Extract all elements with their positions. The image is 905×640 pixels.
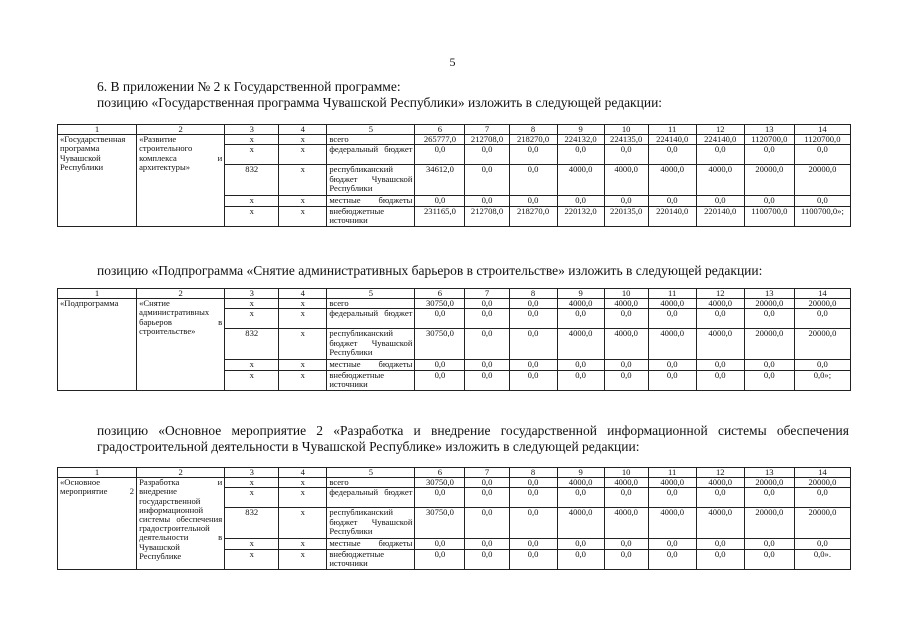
column-number: 9: [557, 289, 604, 299]
amount-cell: 0,0: [509, 309, 557, 329]
column-number: 5: [327, 289, 415, 299]
amount-cell: 0,0: [648, 549, 696, 569]
column-number: 5: [327, 468, 415, 478]
amount-cell: 20000,0: [744, 508, 794, 539]
amount-cell: 0,0: [696, 145, 744, 165]
section-cell: x: [279, 370, 327, 390]
amount-cell: 4000,0: [557, 165, 604, 196]
amount-cell: 0,0: [465, 539, 509, 549]
amount-cell: 220140,0: [648, 206, 696, 226]
code-cell: x: [225, 478, 279, 488]
amount-cell: 0,0: [648, 145, 696, 165]
amount-cell: 4000,0: [604, 508, 648, 539]
funding-source-cell: всего: [327, 299, 415, 309]
code-cell: x: [225, 370, 279, 390]
code-cell: x: [225, 360, 279, 370]
amount-cell: 0,0: [509, 549, 557, 569]
funding-source-cell: федеральный бюджет: [327, 488, 415, 508]
funding-table-state-program: [57, 124, 851, 227]
amount-cell: 30750,0: [415, 478, 465, 488]
column-number: 5: [327, 125, 415, 135]
amount-cell: 0,0: [604, 488, 648, 508]
column-number: 11: [648, 468, 696, 478]
amount-cell: 0,0: [415, 196, 465, 206]
code-cell: 832: [225, 165, 279, 196]
amount-cell: 0,0: [415, 360, 465, 370]
column-number: 2: [137, 468, 225, 478]
funding-source-cell: всего: [327, 478, 415, 488]
amount-cell: 30750,0: [415, 299, 465, 309]
column-number: 8: [509, 289, 557, 299]
amount-cell: 0,0: [465, 360, 509, 370]
amount-cell: 4000,0: [696, 329, 744, 360]
section-cell: x: [279, 309, 327, 329]
column-number: 11: [648, 289, 696, 299]
program-name-cell: «Подпрограмма: [58, 299, 137, 390]
amount-cell: 30750,0: [415, 329, 465, 360]
amount-cell: 1100700,0»;: [794, 206, 850, 226]
column-number: 10: [604, 125, 648, 135]
amount-cell: 0,0: [465, 549, 509, 569]
amount-cell: 224140,0: [696, 135, 744, 145]
funding-source-cell: всего: [327, 135, 415, 145]
amount-cell: 0,0: [509, 508, 557, 539]
amount-cell: 0,0: [557, 539, 604, 549]
paragraph-subprogram: позицию «Подпрограмма «Снятие административных барьеров в строительстве» изложить в следующей редакции:: [97, 263, 763, 278]
code-cell: x: [225, 206, 279, 226]
amount-cell: 20000,0: [744, 478, 794, 488]
amount-cell: 4000,0: [604, 478, 648, 488]
funding-source-cell: федеральный бюджет: [327, 309, 415, 329]
amount-cell: 0,0: [509, 329, 557, 360]
column-number: 6: [415, 468, 465, 478]
column-number: 11: [648, 125, 696, 135]
page-number: 5: [449, 55, 456, 69]
funding-source-cell: внебюджетные источники: [327, 549, 415, 569]
column-number: 4: [279, 289, 327, 299]
amount-cell: 0,0: [744, 539, 794, 549]
section-cell: x: [279, 488, 327, 508]
amount-cell: 212708,0: [465, 135, 509, 145]
amount-cell: 0,0: [465, 145, 509, 165]
amount-cell: 34612,0: [415, 165, 465, 196]
amount-cell: 4000,0: [648, 165, 696, 196]
amount-cell: 20000,0: [794, 165, 850, 196]
amount-cell: 30750,0: [415, 508, 465, 539]
section-cell: x: [279, 478, 327, 488]
amount-cell: 0,0: [648, 488, 696, 508]
table-row: [58, 135, 851, 145]
paragraph-state-program: позицию «Государственная программа Чувашской Республики» изложить в следующей редакции:: [97, 95, 663, 110]
column-number: 3: [225, 289, 279, 299]
amount-cell: 0,0: [509, 299, 557, 309]
column-number: 12: [696, 125, 744, 135]
amount-cell: 0,0: [794, 539, 850, 549]
amount-cell: 0,0: [415, 549, 465, 569]
amount-cell: 0,0: [415, 309, 465, 329]
amount-cell: 4000,0: [696, 478, 744, 488]
column-number: 7: [465, 125, 509, 135]
amount-cell: 4000,0: [557, 299, 604, 309]
amount-cell: 0,0: [744, 488, 794, 508]
amount-cell: 0,0: [415, 539, 465, 549]
section-cell: x: [279, 135, 327, 145]
amount-cell: 0,0: [557, 488, 604, 508]
responsible-cell: Разработка и внедрение государственной информационной системы обеспечения градостроительной деятельности в Чувашской Республике: [137, 478, 225, 569]
amount-cell: 220132,0: [557, 206, 604, 226]
amount-cell: 0,0».: [794, 549, 850, 569]
column-number: 6: [415, 289, 465, 299]
amount-cell: 1100700,0: [744, 206, 794, 226]
amount-cell: 4000,0: [648, 329, 696, 360]
table-header-row: [58, 468, 851, 478]
amount-cell: 220140,0: [696, 206, 744, 226]
column-number: 14: [794, 468, 850, 478]
column-number: 3: [225, 468, 279, 478]
amount-cell: 0,0: [509, 488, 557, 508]
amount-cell: 0,0: [604, 549, 648, 569]
responsible-cell: «Снятие административных барьеров в строительстве»: [137, 299, 225, 390]
amount-cell: 0,0: [648, 309, 696, 329]
funding-source-cell: республиканский бюджет Чувашской Республики: [327, 329, 415, 360]
column-number: 10: [604, 468, 648, 478]
amount-cell: 0,0: [648, 360, 696, 370]
amount-cell: 4000,0: [648, 299, 696, 309]
amount-cell: 0,0: [794, 196, 850, 206]
code-cell: x: [225, 539, 279, 549]
code-cell: x: [225, 488, 279, 508]
amount-cell: 0,0: [794, 488, 850, 508]
amount-cell: 0,0: [509, 370, 557, 390]
section-cell: x: [279, 206, 327, 226]
table-header-row: [58, 289, 851, 299]
column-number: 14: [794, 125, 850, 135]
column-number: 13: [744, 468, 794, 478]
section-cell: x: [279, 299, 327, 309]
amount-cell: 4000,0: [648, 508, 696, 539]
column-number: 1: [58, 125, 137, 135]
amount-cell: 0,0: [465, 165, 509, 196]
funding-source-cell: республиканский бюджет Чувашской Республики: [327, 508, 415, 539]
column-number: 2: [137, 125, 225, 135]
amount-cell: 0,0: [648, 539, 696, 549]
amount-cell: 0,0»;: [794, 370, 850, 390]
amount-cell: 0,0: [465, 329, 509, 360]
amount-cell: 4000,0: [696, 165, 744, 196]
amount-cell: 4000,0: [604, 299, 648, 309]
section-cell: x: [279, 539, 327, 549]
table-header-row: [58, 125, 851, 135]
funding-source-cell: местные бюджеты: [327, 539, 415, 549]
amount-cell: 0,0: [696, 309, 744, 329]
paragraph-item-6: 6. В приложении № 2 к Государственной программе:: [97, 79, 401, 94]
funding-source-cell: федеральный бюджет: [327, 145, 415, 165]
amount-cell: 20000,0: [744, 165, 794, 196]
amount-cell: 0,0: [794, 360, 850, 370]
funding-source-cell: местные бюджеты: [327, 196, 415, 206]
column-number: 7: [465, 289, 509, 299]
amount-cell: 0,0: [557, 360, 604, 370]
amount-cell: 0,0: [465, 309, 509, 329]
code-cell: x: [225, 299, 279, 309]
column-number: 4: [279, 468, 327, 478]
program-name-cell: «Государственная программа Чувашской Республики: [58, 135, 137, 226]
amount-cell: 0,0: [794, 145, 850, 165]
section-cell: x: [279, 360, 327, 370]
amount-cell: 0,0: [557, 370, 604, 390]
amount-cell: 0,0: [557, 145, 604, 165]
amount-cell: 0,0: [696, 196, 744, 206]
column-number: 8: [509, 468, 557, 478]
amount-cell: 0,0: [696, 539, 744, 549]
amount-cell: 0,0: [415, 370, 465, 390]
amount-cell: 0,0: [604, 145, 648, 165]
amount-cell: 20000,0: [794, 299, 850, 309]
amount-cell: 4000,0: [696, 299, 744, 309]
table-row: [58, 299, 851, 309]
program-name-cell: «Основное мероприятие 2: [58, 478, 137, 569]
amount-cell: 224132,0: [557, 135, 604, 145]
amount-cell: 4000,0: [648, 478, 696, 488]
funding-table-subprogram: [57, 288, 851, 391]
column-number: 1: [58, 289, 137, 299]
column-number: 6: [415, 125, 465, 135]
amount-cell: 0,0: [744, 360, 794, 370]
amount-cell: 0,0: [557, 549, 604, 569]
amount-cell: 20000,0: [744, 329, 794, 360]
column-number: 4: [279, 125, 327, 135]
amount-cell: 0,0: [509, 478, 557, 488]
amount-cell: 20000,0: [794, 508, 850, 539]
code-cell: x: [225, 196, 279, 206]
amount-cell: 0,0: [509, 165, 557, 196]
amount-cell: 4000,0: [557, 508, 604, 539]
section-cell: x: [279, 549, 327, 569]
section-cell: x: [279, 508, 327, 539]
amount-cell: 0,0: [696, 370, 744, 390]
funding-source-cell: местные бюджеты: [327, 360, 415, 370]
amount-cell: 1120700,0: [794, 135, 850, 145]
amount-cell: 0,0: [465, 196, 509, 206]
column-number: 13: [744, 289, 794, 299]
column-number: 7: [465, 468, 509, 478]
amount-cell: 265777,0: [415, 135, 465, 145]
amount-cell: 0,0: [604, 370, 648, 390]
amount-cell: 218270,0: [509, 135, 557, 145]
section-cell: x: [279, 145, 327, 165]
amount-cell: 20000,0: [744, 299, 794, 309]
amount-cell: 0,0: [465, 478, 509, 488]
amount-cell: 4000,0: [604, 329, 648, 360]
amount-cell: 0,0: [509, 539, 557, 549]
amount-cell: 20000,0: [794, 478, 850, 488]
amount-cell: 218270,0: [509, 206, 557, 226]
section-cell: x: [279, 165, 327, 196]
amount-cell: 4000,0: [557, 478, 604, 488]
paragraph-main-activity: позицию «Основное мероприятие 2 «Разработка и внедрение государственной информационной системы обеспечения градостроительной деятельности в Чувашской Республике» изложить в следующей редакции:: [97, 423, 849, 454]
code-cell: x: [225, 549, 279, 569]
amount-cell: 0,0: [744, 145, 794, 165]
amount-cell: 0,0: [557, 196, 604, 206]
amount-cell: 0,0: [696, 360, 744, 370]
section-cell: x: [279, 329, 327, 360]
code-cell: x: [225, 135, 279, 145]
column-number: 9: [557, 125, 604, 135]
amount-cell: 0,0: [744, 370, 794, 390]
funding-source-cell: внебюджетные источники: [327, 370, 415, 390]
amount-cell: 0,0: [648, 196, 696, 206]
amount-cell: 1120700,0: [744, 135, 794, 145]
column-number: 1: [58, 468, 137, 478]
amount-cell: 0,0: [415, 145, 465, 165]
funding-source-cell: внебюджетные источники: [327, 206, 415, 226]
amount-cell: 0,0: [509, 196, 557, 206]
amount-cell: 0,0: [794, 309, 850, 329]
amount-cell: 4000,0: [604, 165, 648, 196]
column-number: 3: [225, 125, 279, 135]
funding-source-cell: республиканский бюджет Чувашской Республики: [327, 165, 415, 196]
code-cell: 832: [225, 508, 279, 539]
amount-cell: 0,0: [648, 370, 696, 390]
amount-cell: 20000,0: [794, 329, 850, 360]
column-number: 2: [137, 289, 225, 299]
table-row: [58, 478, 851, 488]
column-number: 12: [696, 289, 744, 299]
amount-cell: 212708,0: [465, 206, 509, 226]
amount-cell: 0,0: [744, 309, 794, 329]
amount-cell: 224135,0: [604, 135, 648, 145]
amount-cell: 0,0: [604, 360, 648, 370]
amount-cell: 224140,0: [648, 135, 696, 145]
column-number: 13: [744, 125, 794, 135]
amount-cell: 4000,0: [557, 329, 604, 360]
amount-cell: 0,0: [557, 309, 604, 329]
amount-cell: 0,0: [744, 196, 794, 206]
amount-cell: 0,0: [604, 309, 648, 329]
funding-table-main-activity: [57, 467, 851, 570]
section-cell: x: [279, 196, 327, 206]
column-number: 14: [794, 289, 850, 299]
code-cell: x: [225, 145, 279, 165]
column-number: 12: [696, 468, 744, 478]
amount-cell: 4000,0: [696, 508, 744, 539]
column-number: 8: [509, 125, 557, 135]
amount-cell: 0,0: [696, 488, 744, 508]
amount-cell: 0,0: [415, 488, 465, 508]
amount-cell: 0,0: [604, 539, 648, 549]
amount-cell: 0,0: [604, 196, 648, 206]
amount-cell: 0,0: [465, 488, 509, 508]
amount-cell: 0,0: [465, 299, 509, 309]
amount-cell: 0,0: [465, 370, 509, 390]
column-number: 9: [557, 468, 604, 478]
amount-cell: 0,0: [509, 360, 557, 370]
amount-cell: 220135,0: [604, 206, 648, 226]
amount-cell: 0,0: [696, 549, 744, 569]
amount-cell: 0,0: [509, 145, 557, 165]
code-cell: x: [225, 309, 279, 329]
responsible-cell: «Развитие строительного комплекса и архитектуры»: [137, 135, 225, 226]
amount-cell: 0,0: [744, 549, 794, 569]
column-number: 10: [604, 289, 648, 299]
code-cell: 832: [225, 329, 279, 360]
amount-cell: 231165,0: [415, 206, 465, 226]
amount-cell: 0,0: [465, 508, 509, 539]
